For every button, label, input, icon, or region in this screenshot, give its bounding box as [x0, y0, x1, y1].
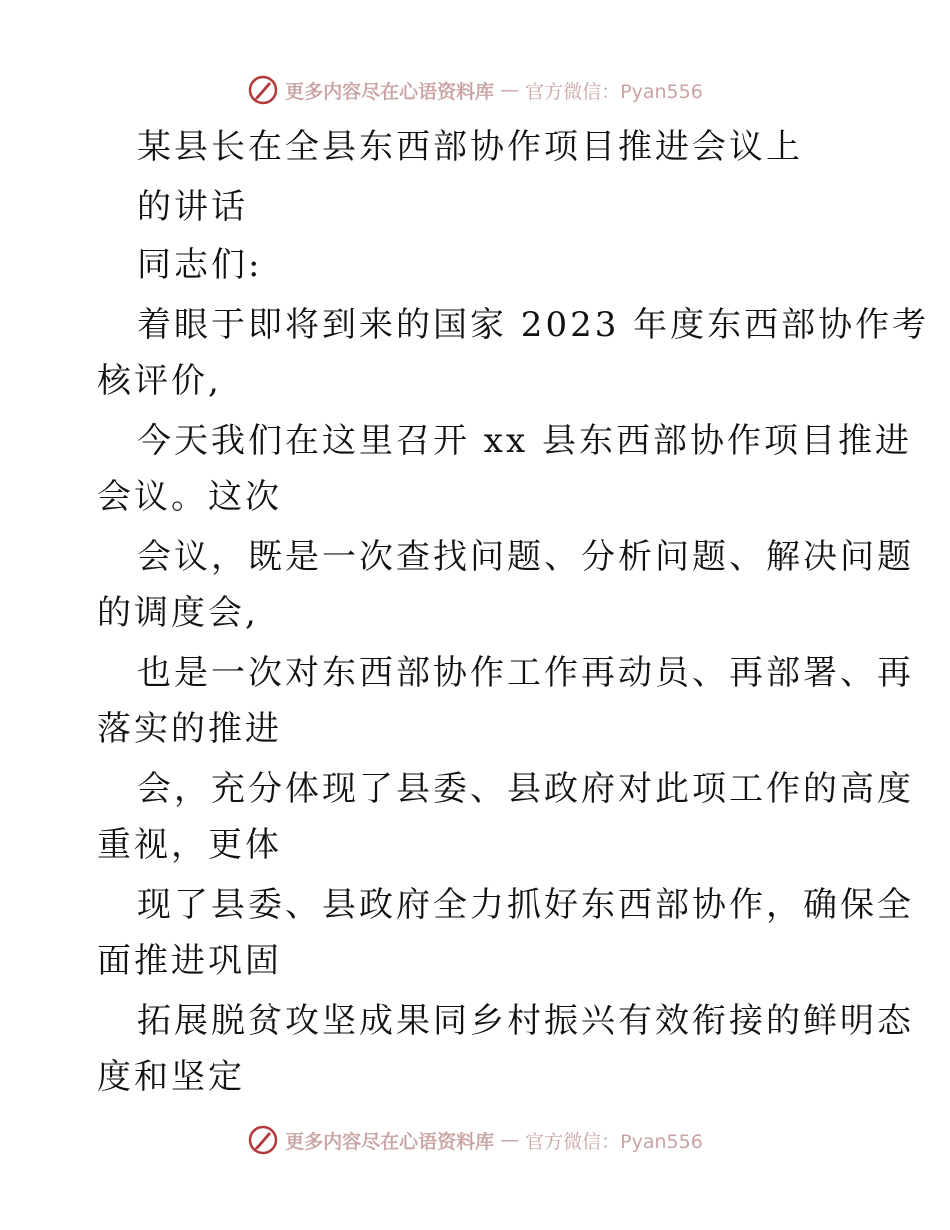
paragraph-line: 会，充分体现了县委、县政府对此项工作的高度	[137, 769, 914, 809]
title-line-1: 某县长在全县东西部协作项目推进会议上	[137, 127, 803, 167]
quill-logo-icon	[247, 74, 279, 106]
paragraph-line: 面推进巩固	[97, 941, 282, 981]
watermark-wechat: 官方微信：Pyan556	[525, 80, 703, 103]
quill-logo-icon	[247, 1124, 279, 1156]
paragraph-line: 现了县委、县政府全力抓好东西部协作，确保全	[137, 885, 914, 925]
salutation: 同志们:	[137, 245, 263, 285]
title-line-2: 的讲话	[137, 187, 248, 227]
paragraph-line: 会议。这次	[97, 477, 282, 517]
paragraph-line: 的调度会,	[97, 593, 259, 633]
watermark-text: 更多内容尽在心语资料库	[285, 1130, 495, 1153]
paragraph-line: 落实的推进	[97, 709, 282, 749]
paragraph-line: 拓展脱贫攻坚成果同乡村振兴有效衔接的鲜明态	[137, 1001, 914, 1041]
watermark-separator: —	[500, 79, 520, 101]
watermark-text: 更多内容尽在心语资料库	[285, 80, 495, 103]
paragraph-line: 今天我们在这里召开 xx 县东西部协作项目推进	[137, 421, 912, 461]
header-watermark	[0, 70, 950, 110]
paragraph-line: 度和坚定	[97, 1057, 245, 1097]
watermark-wechat: 官方微信：Pyan556	[525, 1130, 703, 1153]
paragraph-line: 会议，既是一次查找问题、分析问题、解决问题	[137, 537, 914, 577]
paragraph-line: 核评价,	[97, 361, 222, 401]
paragraph-line: 着眼于即将到来的国家 2023 年度东西部协作考	[137, 305, 930, 345]
paragraph-line: 也是一次对东西部协作工作再动员、再部署、再	[137, 653, 914, 693]
watermark-separator: —	[500, 1129, 520, 1151]
footer-watermark	[0, 1120, 950, 1160]
paragraph-line: 重视，更体	[97, 825, 282, 865]
